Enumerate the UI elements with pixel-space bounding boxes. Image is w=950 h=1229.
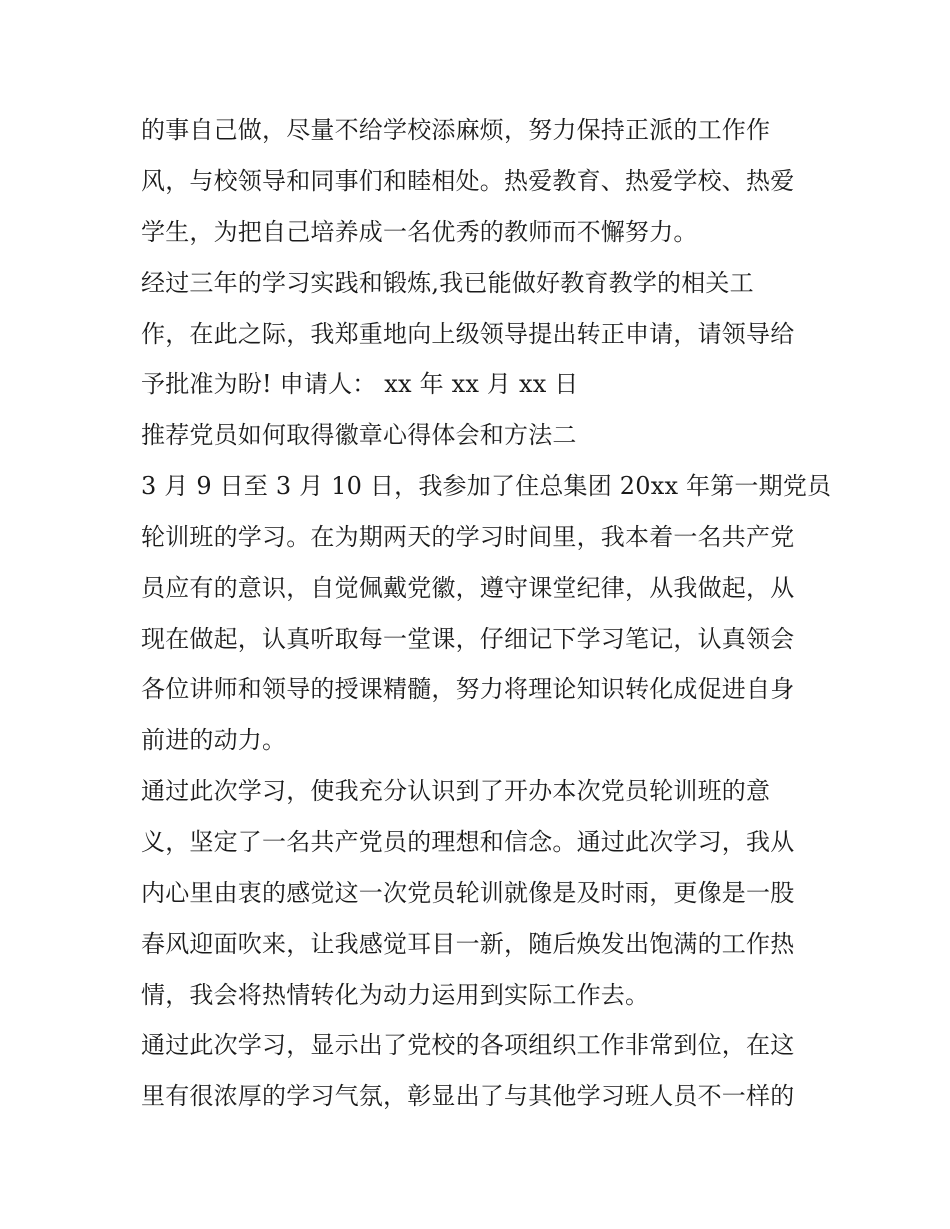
text-line: 员应有的意识，自觉佩戴党徽，遵守课堂纪律，从我做起，从 <box>141 574 795 602</box>
text-line: 通过此次学习，使我充分认识到了开办本次党员轮训班的意 <box>141 777 771 805</box>
text-line: 里有很浓厚的学习气氛，彰显出了与其他学习班人员不一样的 <box>141 1082 795 1110</box>
text-line: 现在做起，认真听取每一堂课，仔细记下学习笔记，认真领会 <box>141 625 795 653</box>
text-line: 经过三年的学习实践和锻炼,我已能做好教育教学的相关工 <box>141 269 754 297</box>
section-heading: 推荐党员如何取得徽章心得体会和方法二 <box>141 421 577 449</box>
text-line: 轮训班的学习。在为期两天的学习时间里，我本着一名共产党 <box>141 523 795 551</box>
text-line: 情，我会将热情转化为动力运用到实际工作去。 <box>141 981 650 1009</box>
text-line: 内心里由衷的感觉这一次党员轮训就像是及时雨，更像是一股 <box>141 879 795 907</box>
text-line: 各位讲师和领导的授课精髓，努力将理论知识转化成促进自身 <box>141 675 795 703</box>
text-line: 3 月 9 日至 3 月 10 日，我参加了住总集团 20xx 年第一期党员 <box>141 472 832 500</box>
text-line: 作，在此之际，我郑重地向上级领导提出转正申请，请领导给 <box>141 320 795 348</box>
text-line: 予批准为盼! 申请人： xx 年 xx 月 xx 日 <box>141 370 579 398</box>
text-line: 前进的动力。 <box>141 726 287 754</box>
text-line: 的事自己做，尽量不给学校添麻烦，努力保持正派的工作作 <box>141 116 771 144</box>
text-line: 学生，为把自己培养成一名优秀的教师而不懈努力。 <box>141 218 698 246</box>
text-line: 义，坚定了一名共产党员的理想和信念。通过此次学习，我从 <box>141 828 795 856</box>
text-line: 春风迎面吹来，让我感觉耳目一新，随后焕发出饱满的工作热 <box>141 930 795 958</box>
text-line: 风，与校领导和同事们和睦相处。热爱教育、热爱学校、热爱 <box>141 167 795 195</box>
text-line: 通过此次学习，显示出了党校的各项组织工作非常到位，在这 <box>141 1031 795 1059</box>
